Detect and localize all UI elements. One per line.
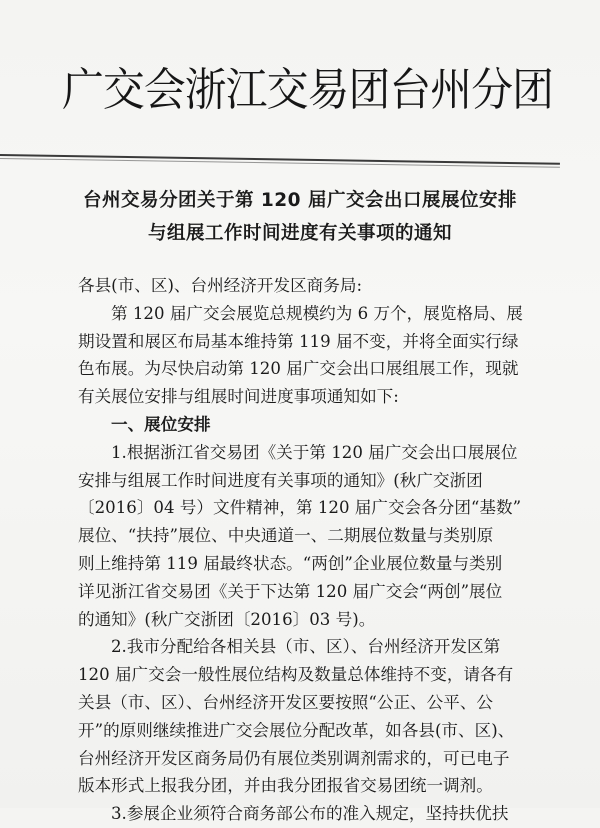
body-line: 120 届广交会一般性展位结构及数量总体维持不变，请各有 <box>78 665 514 685</box>
body-line: 开”的原则继续推进广交会展位分配改革，如各县(市、区)、 <box>78 720 515 740</box>
body-line: 有关展位安排与组展时间进度事项通知如下: <box>78 387 399 407</box>
body-line: 第 120 届广交会展览总规模约为 6 万个，展览格局、展 <box>111 303 523 323</box>
salutation: 各县(市、区)、台州经济开发区商务局: <box>78 276 363 295</box>
document-title-line-1: 台州交易分团关于第 120 届广交会出口展展位安排 <box>82 190 517 211</box>
body-line: 安排与组展工作时间进度有关事项的通知》(秋广交浙团 <box>78 470 483 490</box>
body-line: 详见浙江省交易团《关于下达第 120 届广交会“两创”展位 <box>78 581 503 601</box>
body-line: 1.根据浙江省交易团《关于第 120 届广交会出口展展位 <box>111 442 518 462</box>
body-line: 色布展。为尽快启动第 120 届广交会出口展组展工作，现就 <box>78 359 519 379</box>
body-line: 版本形式上报我分团，并由我分团报省交易团统一调剂。 <box>78 776 493 796</box>
body-line: 期设置和展区布局基本维持第 119 届不变，并将全面实行绿 <box>78 331 519 351</box>
body-line: 展位、“扶持”展位、中央通道一、二期展位数量与类别原 <box>78 526 494 546</box>
document-title-line-2: 与组展工作时间进度有关事项的通知 <box>147 223 452 244</box>
body-line: 关县（市、区）、台州经济开发区要按照“公正、公平、公 <box>78 692 494 712</box>
document-body <box>78 272 523 828</box>
body-line: 台州经济开发区商务局仍有展位类别调剂需求的，可已电子 <box>78 748 510 768</box>
body-line: 2.我市分配给各相关县（市、区）、台州经济开发区第 <box>111 637 501 657</box>
body-line: 的通知》(秋广交浙团〔2016〕03 号)。 <box>78 609 376 629</box>
body-line: 则上维持第 119 届最终状态。“两创”企业展位数量与类别 <box>78 553 503 573</box>
organization-title: 广交会浙江交易团台州分团 <box>62 63 554 116</box>
body-line: 〔2016〕04 号）文件精神，第 120 届广交会各分团“基数” <box>78 498 522 518</box>
section-heading: 一、展位安排 <box>111 414 211 434</box>
body-line: 3.参展企业须符合商务部公布的准入规定，坚持扶优扶 <box>111 804 509 824</box>
